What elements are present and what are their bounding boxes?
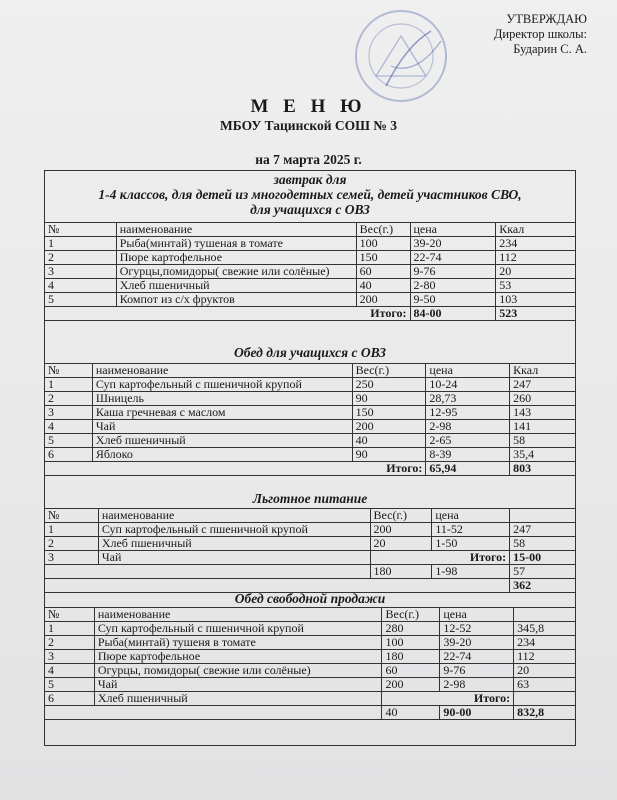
cell-weight: 250 [352,378,426,392]
cell-name: Пюре картофельное [116,251,356,265]
total-price: 90-00 [440,706,514,720]
col-weight: Вес(г.) [370,509,432,523]
col-weight: Вес(г.) [352,364,426,378]
cell-name: Шницель [92,392,352,406]
cell-name: Яблоко [92,448,352,462]
cell-name: Суп картофельный с пшеничной крупой [98,523,370,537]
total-row [45,462,576,476]
menu-title: М Е Н Ю [250,96,367,117]
cell-kcal: 143 [510,406,576,420]
cell-kcal: 112 [514,650,576,664]
table-row [45,265,576,279]
cell-num: 3 [45,406,93,420]
cell-weight: 40 [352,434,426,448]
cell-weight: 90 [352,448,426,462]
total-price: 84-00 [410,307,496,321]
price-cell: 1-98 [432,565,510,579]
col-price: цена [440,608,514,622]
cell-name: Рыба(минтай) тушеня в томате [94,636,382,650]
col-price: цена [410,223,496,237]
cell-weight: 60 [382,664,440,678]
cell-price: 11-52 [432,523,510,537]
cell-num: 2 [45,251,117,265]
cell-num: 1 [45,378,93,392]
table-row [45,523,576,537]
table-row [45,434,576,448]
cell-weight: 200 [352,420,426,434]
table-row [45,636,576,650]
table-row [45,692,576,706]
cell-num: 6 [45,692,95,706]
cell-price: 10-24 [426,378,510,392]
cell-kcal: 141 [510,420,576,434]
cell-num: 4 [45,279,117,293]
col-num: № [45,223,117,237]
total-label: Итого: [45,307,411,321]
cell-kcal: 58 [510,537,576,551]
breakfast-heading-line1: завтрак для [273,172,347,187]
cell-price: 2-80 [410,279,496,293]
cell-weight: 200 [370,523,432,537]
cell-weight: 40 [356,279,410,293]
col-weight: Вес(г.) [356,223,410,237]
cell-name: Суп картофельный с пшеничной крупой [92,378,352,392]
cell-num: 1 [45,523,99,537]
col-name: наименование [94,608,382,622]
cell-weight: 180 [382,650,440,664]
cell-price: 28,73 [426,392,510,406]
table-row [45,537,576,551]
note-cell [45,565,371,579]
table-header-row [45,509,576,523]
cell-price: 22-74 [410,251,496,265]
breakfast-heading-line2: 1-4 классов, для детей из многодетных семей, детей участников СВО, [98,187,522,202]
col-name: наименование [116,223,356,237]
col-price: цена [432,509,510,523]
cell-weight: 200 [356,293,410,307]
cell-kcal: 260 [510,392,576,406]
cell-name: Чай [92,420,352,434]
menu-date: на 7 марта 2025 г. [255,152,362,167]
cell-num: 2 [45,636,95,650]
lunch-ovz-table [44,363,576,476]
cell-kcal: 112 [496,251,576,265]
cell-weight: 100 [382,636,440,650]
cell-num: 4 [45,420,93,434]
cell-name: Пюре картофельное [94,650,382,664]
total-row [45,706,576,720]
cell-kcal: 234 [514,636,576,650]
total-price: 65,94 [426,462,510,476]
table-row [45,406,576,420]
cell-price: 9-50 [410,293,496,307]
extra-row [45,565,576,579]
total-kcal: 362 [510,579,576,593]
total-label: Итого: [370,551,510,565]
total-price: 15-00 [510,551,576,565]
cell-kcal: 20 [496,265,576,279]
col-weight: Вес(г.) [382,608,440,622]
cell-weight: 60 [356,265,410,279]
cell-num: 5 [45,434,93,448]
cell-name: Хлеб пшеничный [92,434,352,448]
table-row [45,392,576,406]
cell-kcal: 20 [514,664,576,678]
cell-weight: 150 [356,251,410,265]
free-sale-heading: Обед свободной продажи [234,591,386,606]
table-row [45,293,576,307]
cell-price: 12-95 [426,406,510,420]
approval-name: Бударин С. А. [513,42,587,56]
cell-price: 2-98 [440,678,514,692]
weight-cell: 180 [370,565,432,579]
approval-position: Директор школы: [493,27,587,41]
cell-price: 1-50 [432,537,510,551]
cell-weight: 20 [370,537,432,551]
cell-price: 2-65 [426,434,510,448]
col-kcal [510,509,576,523]
table-row [45,678,576,692]
cell-name: Хлеб пшеничный [98,537,370,551]
col-name: наименование [98,509,370,523]
cell-kcal [514,692,576,706]
col-name: наименование [92,364,352,378]
cell-weight: 40 [382,706,440,720]
kcal-cell: 57 [510,565,576,579]
table-row [45,420,576,434]
cell-num: 4 [45,664,95,678]
cell-price: 39-20 [410,237,496,251]
cell-price: 9-76 [410,265,496,279]
col-kcal: Ккал [510,364,576,378]
approval-title: УТВЕРЖДАЮ [506,12,587,26]
cell-price: 2-98 [426,420,510,434]
cell-weight: 100 [356,237,410,251]
breakfast-heading-line3: для учащихся с ОВЗ [250,202,370,217]
cell-weight: 200 [382,678,440,692]
total-label: Итого: [45,462,426,476]
total-kcal: 523 [496,307,576,321]
cell-num: 2 [45,537,99,551]
cell-price: 12-52 [440,622,514,636]
cell-price: 9-76 [440,664,514,678]
cell-num: 5 [45,293,117,307]
cell-weight: 90 [352,392,426,406]
cell-price: 22-74 [440,650,514,664]
table-row [45,664,576,678]
total-kcal: 803 [510,462,576,476]
preferential-table [44,508,576,593]
table-row [45,650,576,664]
lunch-ovz-heading: Обед для учащихся с ОВЗ [233,345,386,360]
cell-num: 1 [45,622,95,636]
total-row [45,307,576,321]
cell-name: Компот из с/х фруктов [116,293,356,307]
col-price: цена [426,364,510,378]
preferential-heading: Льготное питание [252,491,368,506]
cell-name: Огурцы,помидоры( свежие или солёные) [116,265,356,279]
table-row [45,551,576,565]
table-row [45,279,576,293]
cell-name: Хлеб пшеничный [116,279,356,293]
cell-name: Чай [98,551,370,565]
cell-kcal: 247 [510,378,576,392]
breakfast-table [44,222,576,321]
cell-num: 3 [45,650,95,664]
table-row [45,378,576,392]
cell-num: 2 [45,392,93,406]
empty-cell [45,706,382,720]
total-label: Итого: [382,692,514,706]
cell-name: Чай [94,678,382,692]
cell-num: 6 [45,448,93,462]
cell-kcal: 103 [496,293,576,307]
col-num: № [45,509,99,523]
table-row [45,448,576,462]
table-row [45,622,576,636]
cell-num: 3 [45,265,117,279]
table-row [45,237,576,251]
cell-kcal: 58 [510,434,576,448]
cell-num: 1 [45,237,117,251]
table-header-row [45,608,576,622]
cell-num: 5 [45,678,95,692]
table-row [45,251,576,265]
cell-kcal: 63 [514,678,576,692]
col-num: № [45,364,93,378]
col-kcal [514,608,576,622]
school-stamp [346,6,456,106]
cell-kcal: 247 [510,523,576,537]
free-sale-table [44,607,576,720]
cell-name: Огурцы, помидоры( свежие или солёные) [94,664,382,678]
cell-weight: 150 [352,406,426,420]
cell-kcal: 53 [496,279,576,293]
cell-kcal: 345,8 [514,622,576,636]
col-kcal: Ккал [496,223,576,237]
cell-kcal: 35,4 [510,448,576,462]
table-header-row [45,364,576,378]
cell-price: 8-39 [426,448,510,462]
cell-name: Рыба(минтай) тушеная в томате [116,237,356,251]
cell-name: Хлеб пшеничный [94,692,382,706]
cell-kcal: 234 [496,237,576,251]
school-name: МБОУ Тацинской СОШ № 3 [220,118,397,133]
cell-name: Суп картофельный с пшеничной крупой [94,622,382,636]
cell-weight: 280 [382,622,440,636]
cell-name: Каша гречневая с маслом [92,406,352,420]
cell-num: 3 [45,551,99,565]
approval-block [494,12,587,57]
breakfast-heading [44,172,576,217]
col-num: № [45,608,95,622]
total-kcal: 832,8 [514,706,576,720]
cell-price: 39-20 [440,636,514,650]
table-header-row [45,223,576,237]
